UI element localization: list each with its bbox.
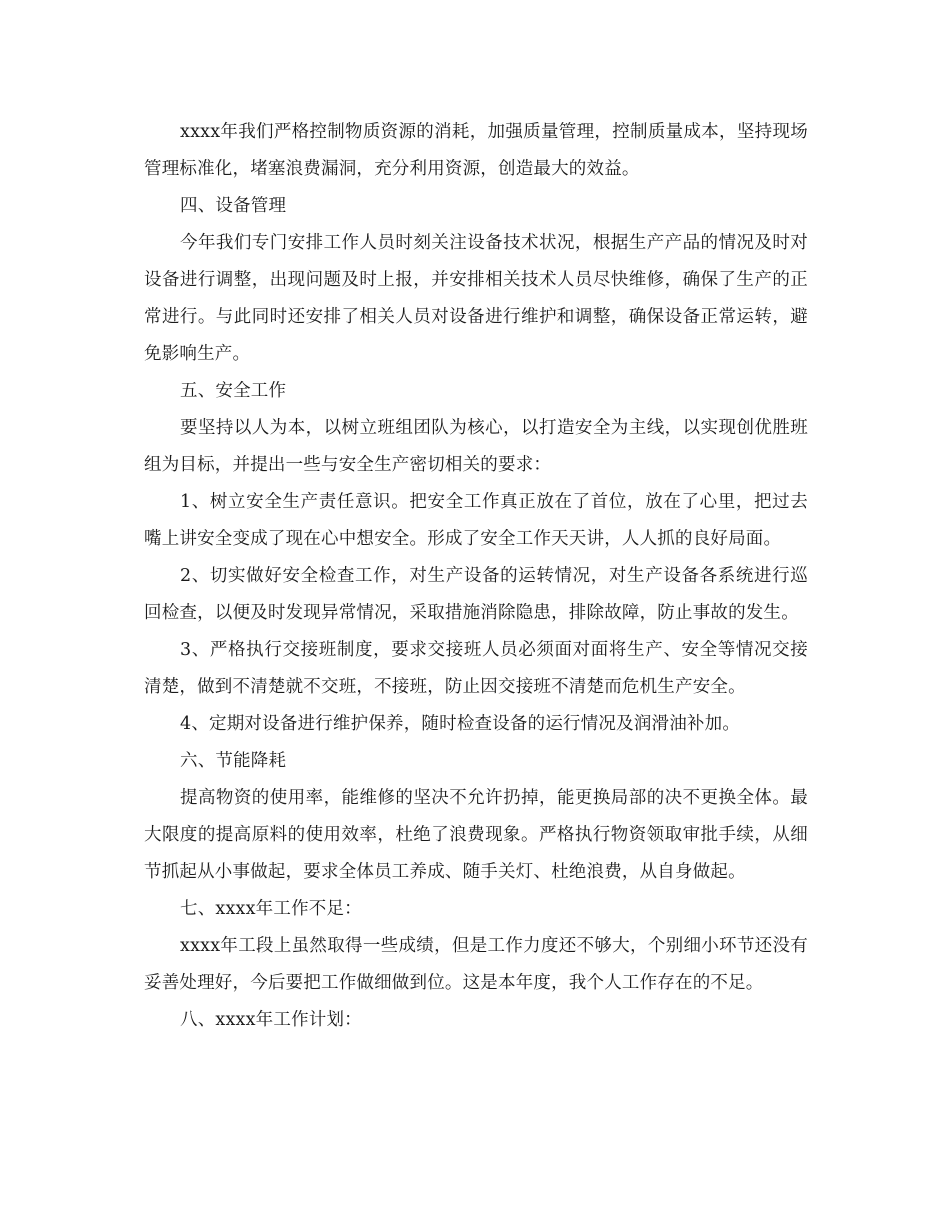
document-body: [144, 114, 808, 1039]
paragraph-resource-control: xxxx年我们严格控制物质资源的消耗，加强质量管理，控制质量成本，坚持现场管理标准化，堵塞浪费漏洞，充分利用资源，创造最大的效益。: [144, 122, 808, 179]
heading-equipment-management: 四、设备管理: [180, 196, 287, 216]
paragraph-energy-saving: 提高物资的使用率，能维修的坚决不允许扔掉，能更换局部的决不更换全体。最大限度的提高原料的使用效率，杜绝了浪费现象。严格执行物资领取审批手续，从细节抓起从小事做起，要求全体员工养成、随手关灯、杜绝浪费，从自身做起。: [144, 788, 808, 882]
heading-safety-work: 五、安全工作: [180, 381, 287, 401]
paragraph-safety-item-2: 2、切实做好安全检查工作，对生产设备的运转情况，对生产设备各系统进行巡回检查，以便及时发现异常情况，采取措施消除隐患，排除故障，防止事故的发生。: [144, 566, 808, 623]
heading-energy-saving: 六、节能降耗: [180, 751, 287, 771]
paragraph-safety-intro: 要坚持以人为本，以树立班组团队为核心，以打造安全为主线，以实现创优胜班组为目标，并提出一些与安全生产密切相关的要求：: [144, 418, 808, 475]
paragraph-safety-item-4: 4、定期对设备进行维护保养，随时检查设备的运行情况及润滑油补加。: [180, 714, 741, 734]
paragraph-safety-item-1: 1、树立安全生产责任意识。把安全工作真正放在了首位，放在了心里，把过去嘴上讲安全变成了现在心中想安全。形成了安全工作天天讲，人人抓的良好局面。: [144, 492, 808, 549]
paragraph-safety-item-3: 3、严格执行交接班制度，要求交接班人员必须面对面将生产、安全等情况交接清楚，做到不清楚就不交班，不接班，防止因交接班不清楚而危机生产安全。: [144, 640, 808, 697]
heading-work-shortcomings: 七、xxxx年工作不足：: [180, 899, 362, 919]
paragraph-equipment-management: 今年我们专门安排工作人员时刻关注设备技术状况，根据生产产品的情况及时对设备进行调整，出现问题及时上报，并安排相关技术人员尽快维修，确保了生产的正常进行。与此同时还安排了相关人员对设备进行维护和调整，确保设备正常运转，避免影响生产。: [144, 233, 808, 364]
heading-work-plan: 八、xxxx年工作计划：: [180, 1010, 362, 1030]
paragraph-work-shortcomings: xxxx年工段上虽然取得一些成绩，但是工作力度还不够大，个别细小环节还没有妥善处理好，今后要把工作做细做到位。这是本年度，我个人工作存在的不足。: [144, 936, 808, 993]
